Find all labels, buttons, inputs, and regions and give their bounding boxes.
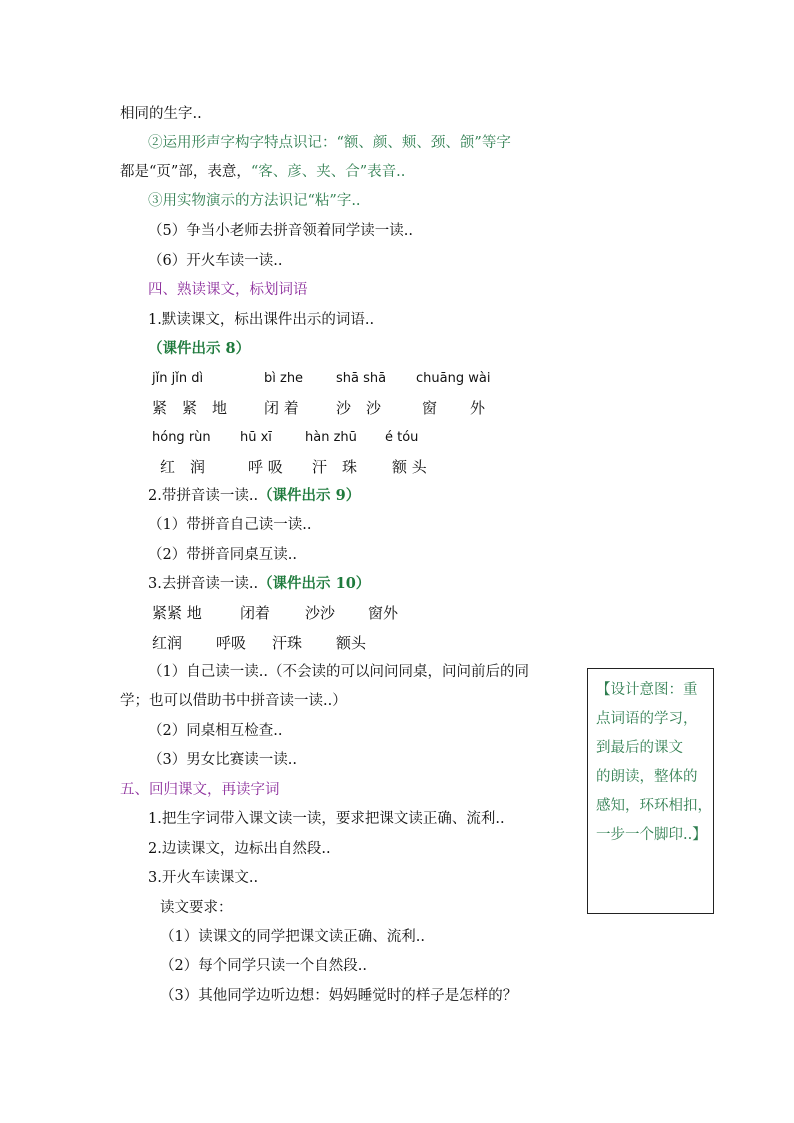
section-heading: 四、熟读课文，标划词语 [148,282,308,298]
pinyin: bì zhe [264,371,304,386]
word: 闭着 [240,604,271,622]
word: 窗外 [368,604,399,622]
text-line: 学；也可以借助书中拼音读一读..） [120,693,347,709]
word: 呼吸 [216,634,247,652]
text-line: （1）读课文的同学把课文读正确、流利.. [160,929,425,945]
sidebox-line: 感知，环环相扣， [596,798,712,814]
text-line [120,162,405,182]
section-heading: 五、回归课文，再读字词 [120,782,280,798]
text-line [148,486,360,506]
sidebox-line: 【设计意图：重 [596,682,698,698]
text-segment: 都是“页”部，表意， [120,164,251,180]
text-line: （3）男女比赛读一读.. [148,752,297,768]
word: 汗珠 [272,634,303,652]
text-line: （6）开火车读一读.. [148,253,283,269]
hanzi: 沙 沙 [336,399,382,417]
pinyin: hàn zhū [305,430,357,445]
text-line: 2.边读课文，边标出自然段.. [148,841,331,857]
word: 沙沙 [305,604,336,622]
hanzi: 汗 珠 [312,458,358,476]
text-line: （5）争当小老师去拼音领着同学读一读.. [148,223,413,239]
text-line: 3.开火车读课文.. [148,870,259,886]
text-line: （2）每个同学只读一个自然段.. [160,958,367,974]
text-line [148,574,370,594]
hanzi: 呼 吸 [248,458,283,476]
text-line: 1.默读课文，标出课件出示的词语.. [148,312,375,328]
sidebox-line: 一步一个脚印..】 [596,827,707,843]
hanzi: 外 [470,399,486,417]
text-segment: 2.带拼音读一读.. [148,488,259,504]
pinyin: chuāng wài [416,371,491,386]
sidebox-line: 点词语的学习， [596,711,698,727]
text-line: （3）其他同学边听边想：妈妈睡觉时的样子是怎样的？ [160,988,518,1004]
hanzi: 额 头 [392,458,427,476]
design-intent-box [587,668,714,914]
sidebox-line: 到最后的课文 [596,740,683,756]
word: 紧紧 地 [152,604,202,622]
courseware-label: （课件出示 10） [258,575,371,592]
hanzi: 紧 紧 地 [152,399,228,417]
pinyin: jǐn jǐn dì [152,371,204,386]
courseware-label: （课件出示 9） [258,487,361,504]
text-line: ②运用形声字构字特点识记：“额、颜、颊、颈、颌”等字 [148,135,511,151]
text-line: （2）带拼音同桌互读.. [148,547,297,563]
hanzi: 窗 [422,399,438,417]
hanzi: 闭 着 [264,399,299,417]
text-line: 1.把生字词带入课文读一读，要求把课文读正确、流利.. [148,811,505,827]
word: 红润 [152,634,183,652]
text-line: （1）自己读一读..（不会读的可以问问同桌，问问前后的同 [148,664,529,680]
text-segment: “客、彦、夹、合”表音.. [250,164,406,180]
text-segment: 3.去拼音读一读.. [148,576,259,592]
word: 额头 [336,634,367,652]
pinyin: shā shā [336,371,387,386]
text-line: ③用实物演示的方法识记“粘”字.. [148,193,361,209]
text-line: （1）带拼音自己读一读.. [148,517,312,533]
sidebox-line: 的朗读，整体的 [596,769,698,785]
text-line: 读文要求： [160,900,233,916]
text-line: 相同的生字.. [120,106,202,122]
pinyin: é tóu [385,430,419,445]
pinyin: hū xī [240,430,272,445]
hanzi: 红 润 [160,458,206,476]
text-line: （2）同桌相互检查.. [148,723,283,739]
pinyin: hóng rùn [152,430,211,445]
courseware-label: （课件出示 8） [148,340,251,357]
